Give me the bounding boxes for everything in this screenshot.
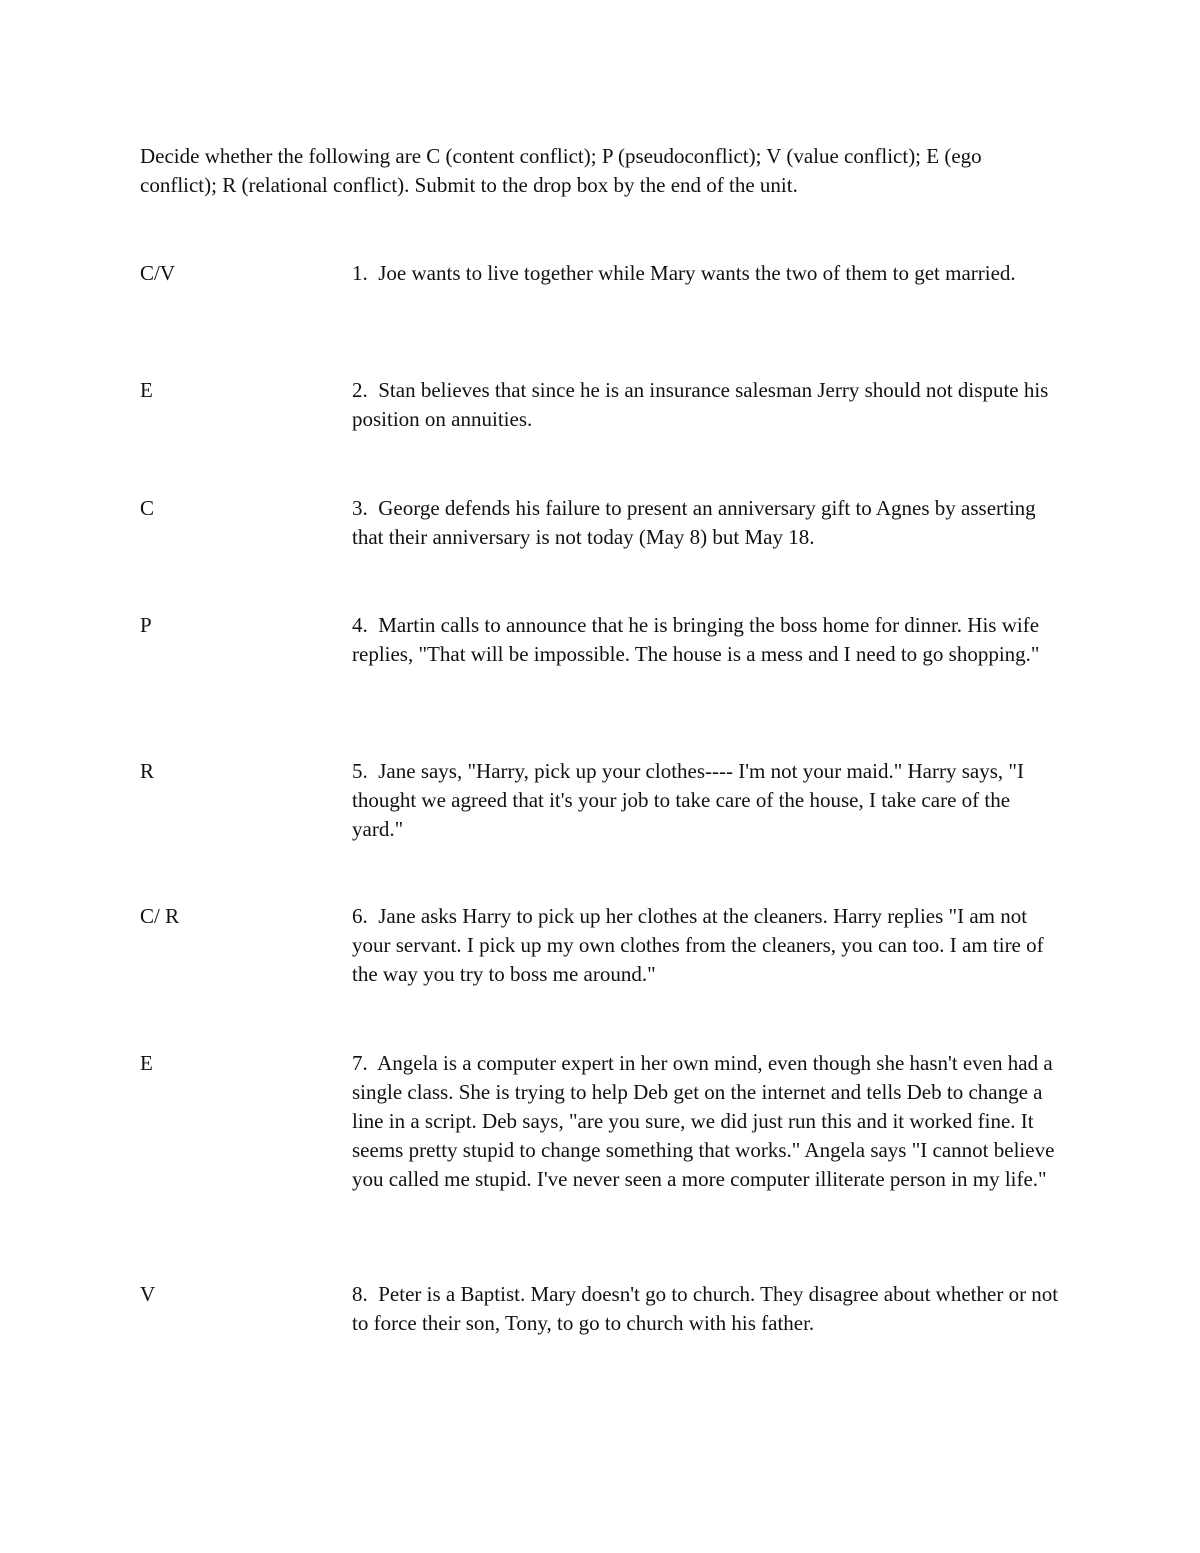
question-text [352,259,1062,288]
question-body: Angela is a computer expert in her own mind, even though she hasn't even had a single class. She is trying to help Deb get on the internet and tells Deb to change a line in a script. Deb says, "are you sure, we did just run this and it worked fine. It seems pretty stupid to change something that works." Angela says "I cannot believe you called me stupid. I've never seen a more computer illiterate person in my life." [352,1051,1055,1191]
question-body: Peter is a Baptist. Mary doesn't go to church. They disagree about whether or not to force their son, Tony, to go to church with his father. [352,1282,1059,1335]
question-body: Joe wants to live together while Mary wants the two of them to get married. [378,261,1016,285]
answer-label: C/ R [140,904,180,928]
question-body: George defends his failure to present an anniversary gift to Agnes by asserting that their anniversary is not today (May 8) but May 18. [352,496,1036,549]
question-number: 5. [352,759,368,783]
question-text [352,1280,1062,1338]
answer-label: E [140,378,153,402]
instructions: Decide whether the following are C (content conflict); P (pseudoconflict); V (value conflict); E (ego conflict); R (relational conflict). Submit to the drop box by the end of the unit. [140,144,982,197]
answer-label: C [140,496,155,520]
question-number: 2. [352,378,368,402]
question-text [352,757,1062,844]
answer-label: C/V [140,261,176,285]
answer-label: V [140,1282,156,1306]
question-body: Jane says, "Harry, pick up your clothes---- I'm not your maid." Harry says, "I thought we agreed that it's your job to take care of the house, I take care of the yard." [352,759,1024,841]
question-text [352,902,1062,989]
question-number: 7. [352,1051,368,1075]
question-body: Martin calls to announce that he is bringing the boss home for dinner. His wife replies, "That will be impossible. The house is a mess and I need to go shopping." [352,613,1040,666]
question-text [352,376,1062,434]
question-number: 4. [352,613,368,637]
answer-label: P [140,613,152,637]
question-number: 1. [352,261,368,285]
question-text [352,494,1062,552]
question-text [352,1049,1062,1194]
question-number: 3. [352,496,368,520]
question-body: Jane asks Harry to pick up her clothes at the cleaners. Harry replies "I am not your servant. I pick up my own clothes from the cleaners, you can too. I am tire of the way you try to boss me around." [352,904,1044,986]
question-body: Stan believes that since he is an insurance salesman Jerry should not dispute his position on annuities. [352,378,1049,431]
question-number: 8. [352,1282,368,1306]
question-text [352,611,1062,669]
answer-label: E [140,1051,153,1075]
answer-label: R [140,759,155,783]
question-number: 6. [352,904,368,928]
